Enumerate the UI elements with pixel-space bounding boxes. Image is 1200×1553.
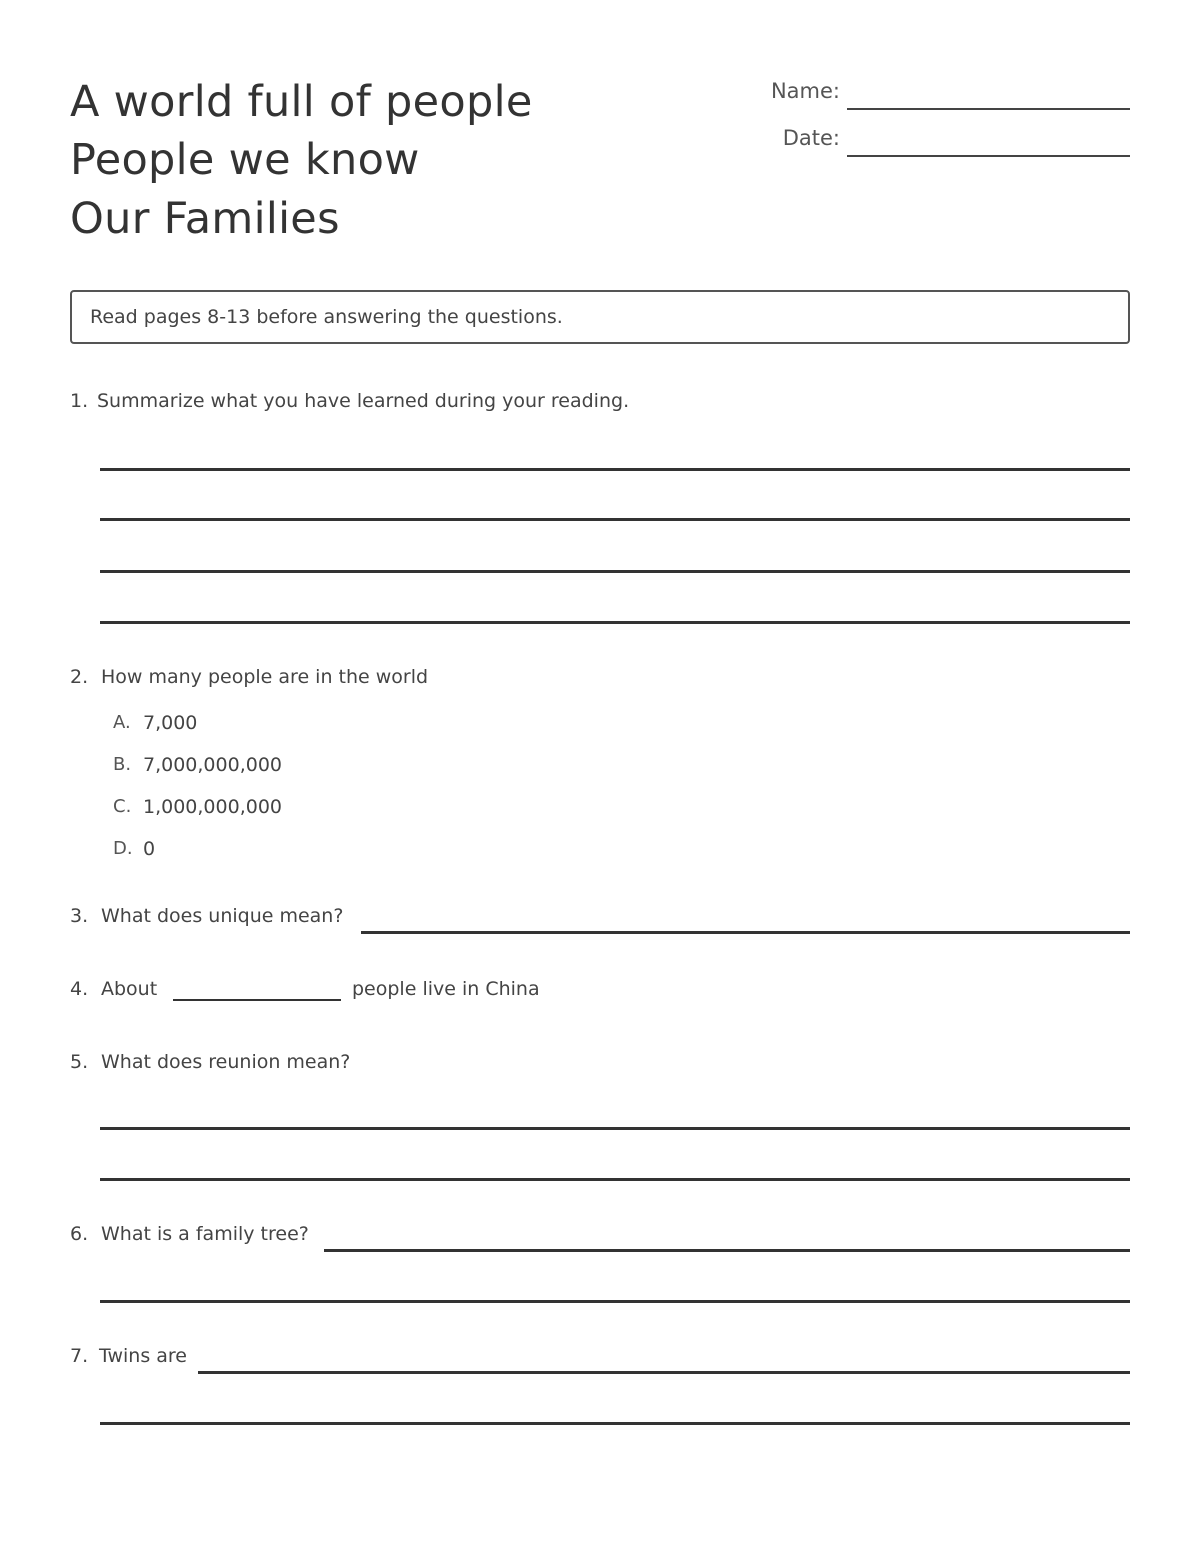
instruction-text: Read pages 8-13 before answering the questions.	[90, 306, 563, 328]
date-answer-line[interactable]	[847, 155, 1130, 157]
question-5-answer-line-1[interactable]	[100, 1127, 1130, 1130]
worksheet-title-line-3: Our Families	[70, 194, 340, 244]
option-b-value[interactable]: 7,000,000,000	[143, 754, 283, 776]
question-2-text: How many people are in the world	[101, 666, 429, 688]
option-d-letter: D.	[113, 838, 133, 859]
option-a-letter: A.	[113, 712, 131, 733]
question-1-number: 1.	[70, 390, 89, 412]
question-5-text: What does reunion mean?	[101, 1051, 351, 1073]
question-5-answer-line-2[interactable]	[100, 1178, 1130, 1181]
question-3-number: 3.	[70, 905, 89, 927]
name-answer-line[interactable]	[847, 108, 1130, 110]
question-1-answer-line-1[interactable]	[100, 468, 1130, 471]
question-4-text-after: people live in China	[352, 978, 540, 1000]
question-6-answer-line-1[interactable]	[324, 1249, 1130, 1252]
option-b-letter: B.	[113, 754, 132, 775]
question-7-answer-line-1[interactable]	[198, 1371, 1130, 1374]
option-d-value[interactable]: 0	[143, 838, 156, 860]
question-7-answer-line-2[interactable]	[100, 1422, 1130, 1425]
question-1-answer-line-2[interactable]	[100, 518, 1130, 521]
worksheet-title-line-2: People we know	[70, 135, 420, 185]
question-4-text-before: About	[101, 978, 158, 1000]
name-label: Name:	[770, 79, 840, 103]
question-1-answer-line-3[interactable]	[100, 570, 1130, 573]
question-1-answer-line-4[interactable]	[100, 621, 1130, 624]
question-4-blank-line[interactable]	[173, 999, 341, 1001]
date-label: Date:	[782, 126, 840, 150]
question-6-answer-line-2[interactable]	[100, 1300, 1130, 1303]
question-7-number: 7.	[70, 1345, 89, 1367]
option-c-letter: C.	[113, 796, 132, 817]
question-2-number: 2.	[70, 666, 89, 688]
question-7-text: Twins are	[99, 1345, 187, 1367]
option-c-value[interactable]: 1,000,000,000	[143, 796, 283, 818]
question-5-number: 5.	[70, 1051, 89, 1073]
question-6-text: What is a family tree?	[101, 1223, 309, 1245]
question-3-answer-line[interactable]	[361, 931, 1130, 934]
question-6-number: 6.	[70, 1223, 89, 1245]
option-a-value[interactable]: 7,000	[143, 712, 198, 734]
question-4-number: 4.	[70, 978, 89, 1000]
question-1-text: Summarize what you have learned during your reading.	[97, 390, 630, 412]
worksheet-title-line-1: A world full of people	[70, 77, 533, 127]
question-3-text: What does unique mean?	[101, 905, 344, 927]
